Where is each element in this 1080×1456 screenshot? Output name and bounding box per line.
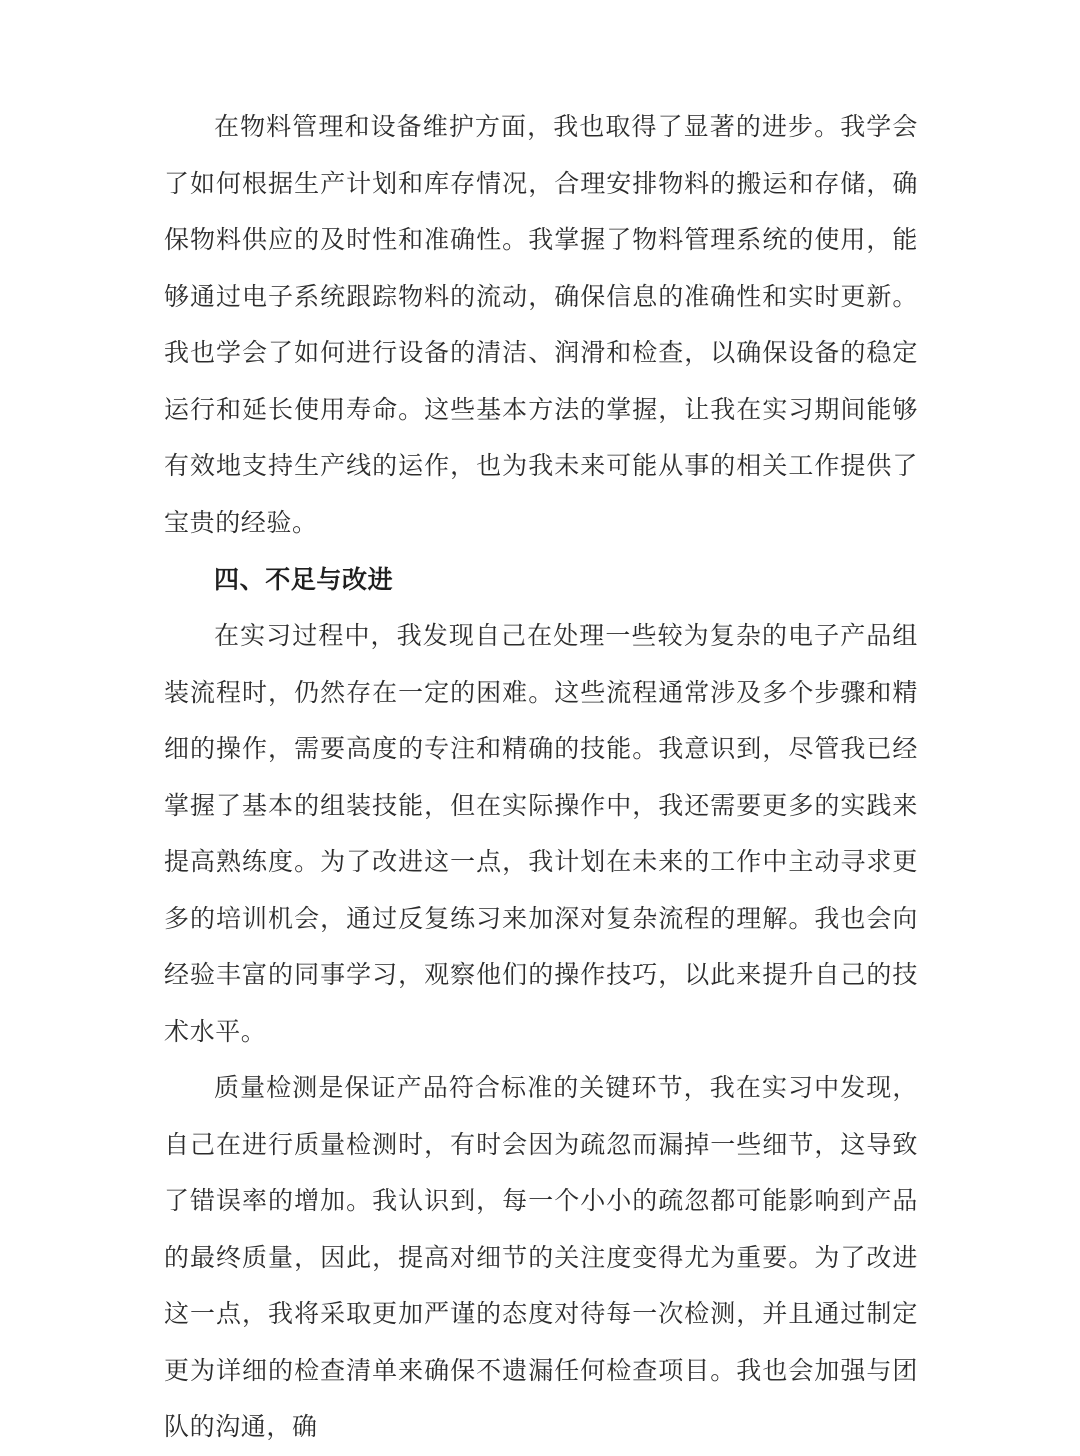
paragraph-assembly-difficulty: 在实习过程中，我发现自己在处理一些较为复杂的电子产品组装流程时，仍然存在一定的困难。这些流程通常涉及多个步骤和精细的操作，需要高度的专注和精确的技能。我意识到，尽管我已经掌握了基本的组装技能，但在实际操作中，我还需要更多的实践来提高熟练度。为了改进这一点，我计划在未来的工作中主动寻求更多的培训机会，通过反复练习来加深对复杂流程的理解。我也会向经验丰富的同事学习，观察他们的操作技巧，以此来提升自己的技术水平。 xyxy=(164,621,918,1046)
paragraph-material-management: 在物料管理和设备维护方面，我也取得了显著的进步。我学会了如何根据生产计划和库存情况，合理安排物料的搬运和存储，确保物料供应的及时性和准确性。我掌握了物料管理系统的使用，能够通过电子系统跟踪物料的流动，确保信息的准确性和实时更新。我也学会了如何进行设备的清洁、润滑和检查，以确保设备的稳定运行和延长使用寿命。这些基本方法的掌握，让我在实习期间能够有效地支持生产线的运作，也为我未来可能从事的相关工作提供了宝贵的经验。 xyxy=(164,112,918,537)
section-body xyxy=(164,608,918,1456)
paragraph-quality-inspection: 质量检测是保证产品符合标准的关键环节，我在实习中发现，自己在进行质量检测时，有时会因为疏忽而漏掉一些细节，这导致了错误率的增加。我认识到，每一个小小的疏忽都可能影响到产品的最终质量，因此，提高对细节的关注度变得尤为重要。为了改进这一点，我将采取更加严谨的态度对待每一次检测，并且通过制定更为详细的检查清单来确保不遗漏任何检查项目。我也会加强与团队的沟通，确 xyxy=(164,1073,918,1441)
section-heading: 四、不足与改进 xyxy=(214,565,394,594)
intro-text-block xyxy=(164,99,918,551)
